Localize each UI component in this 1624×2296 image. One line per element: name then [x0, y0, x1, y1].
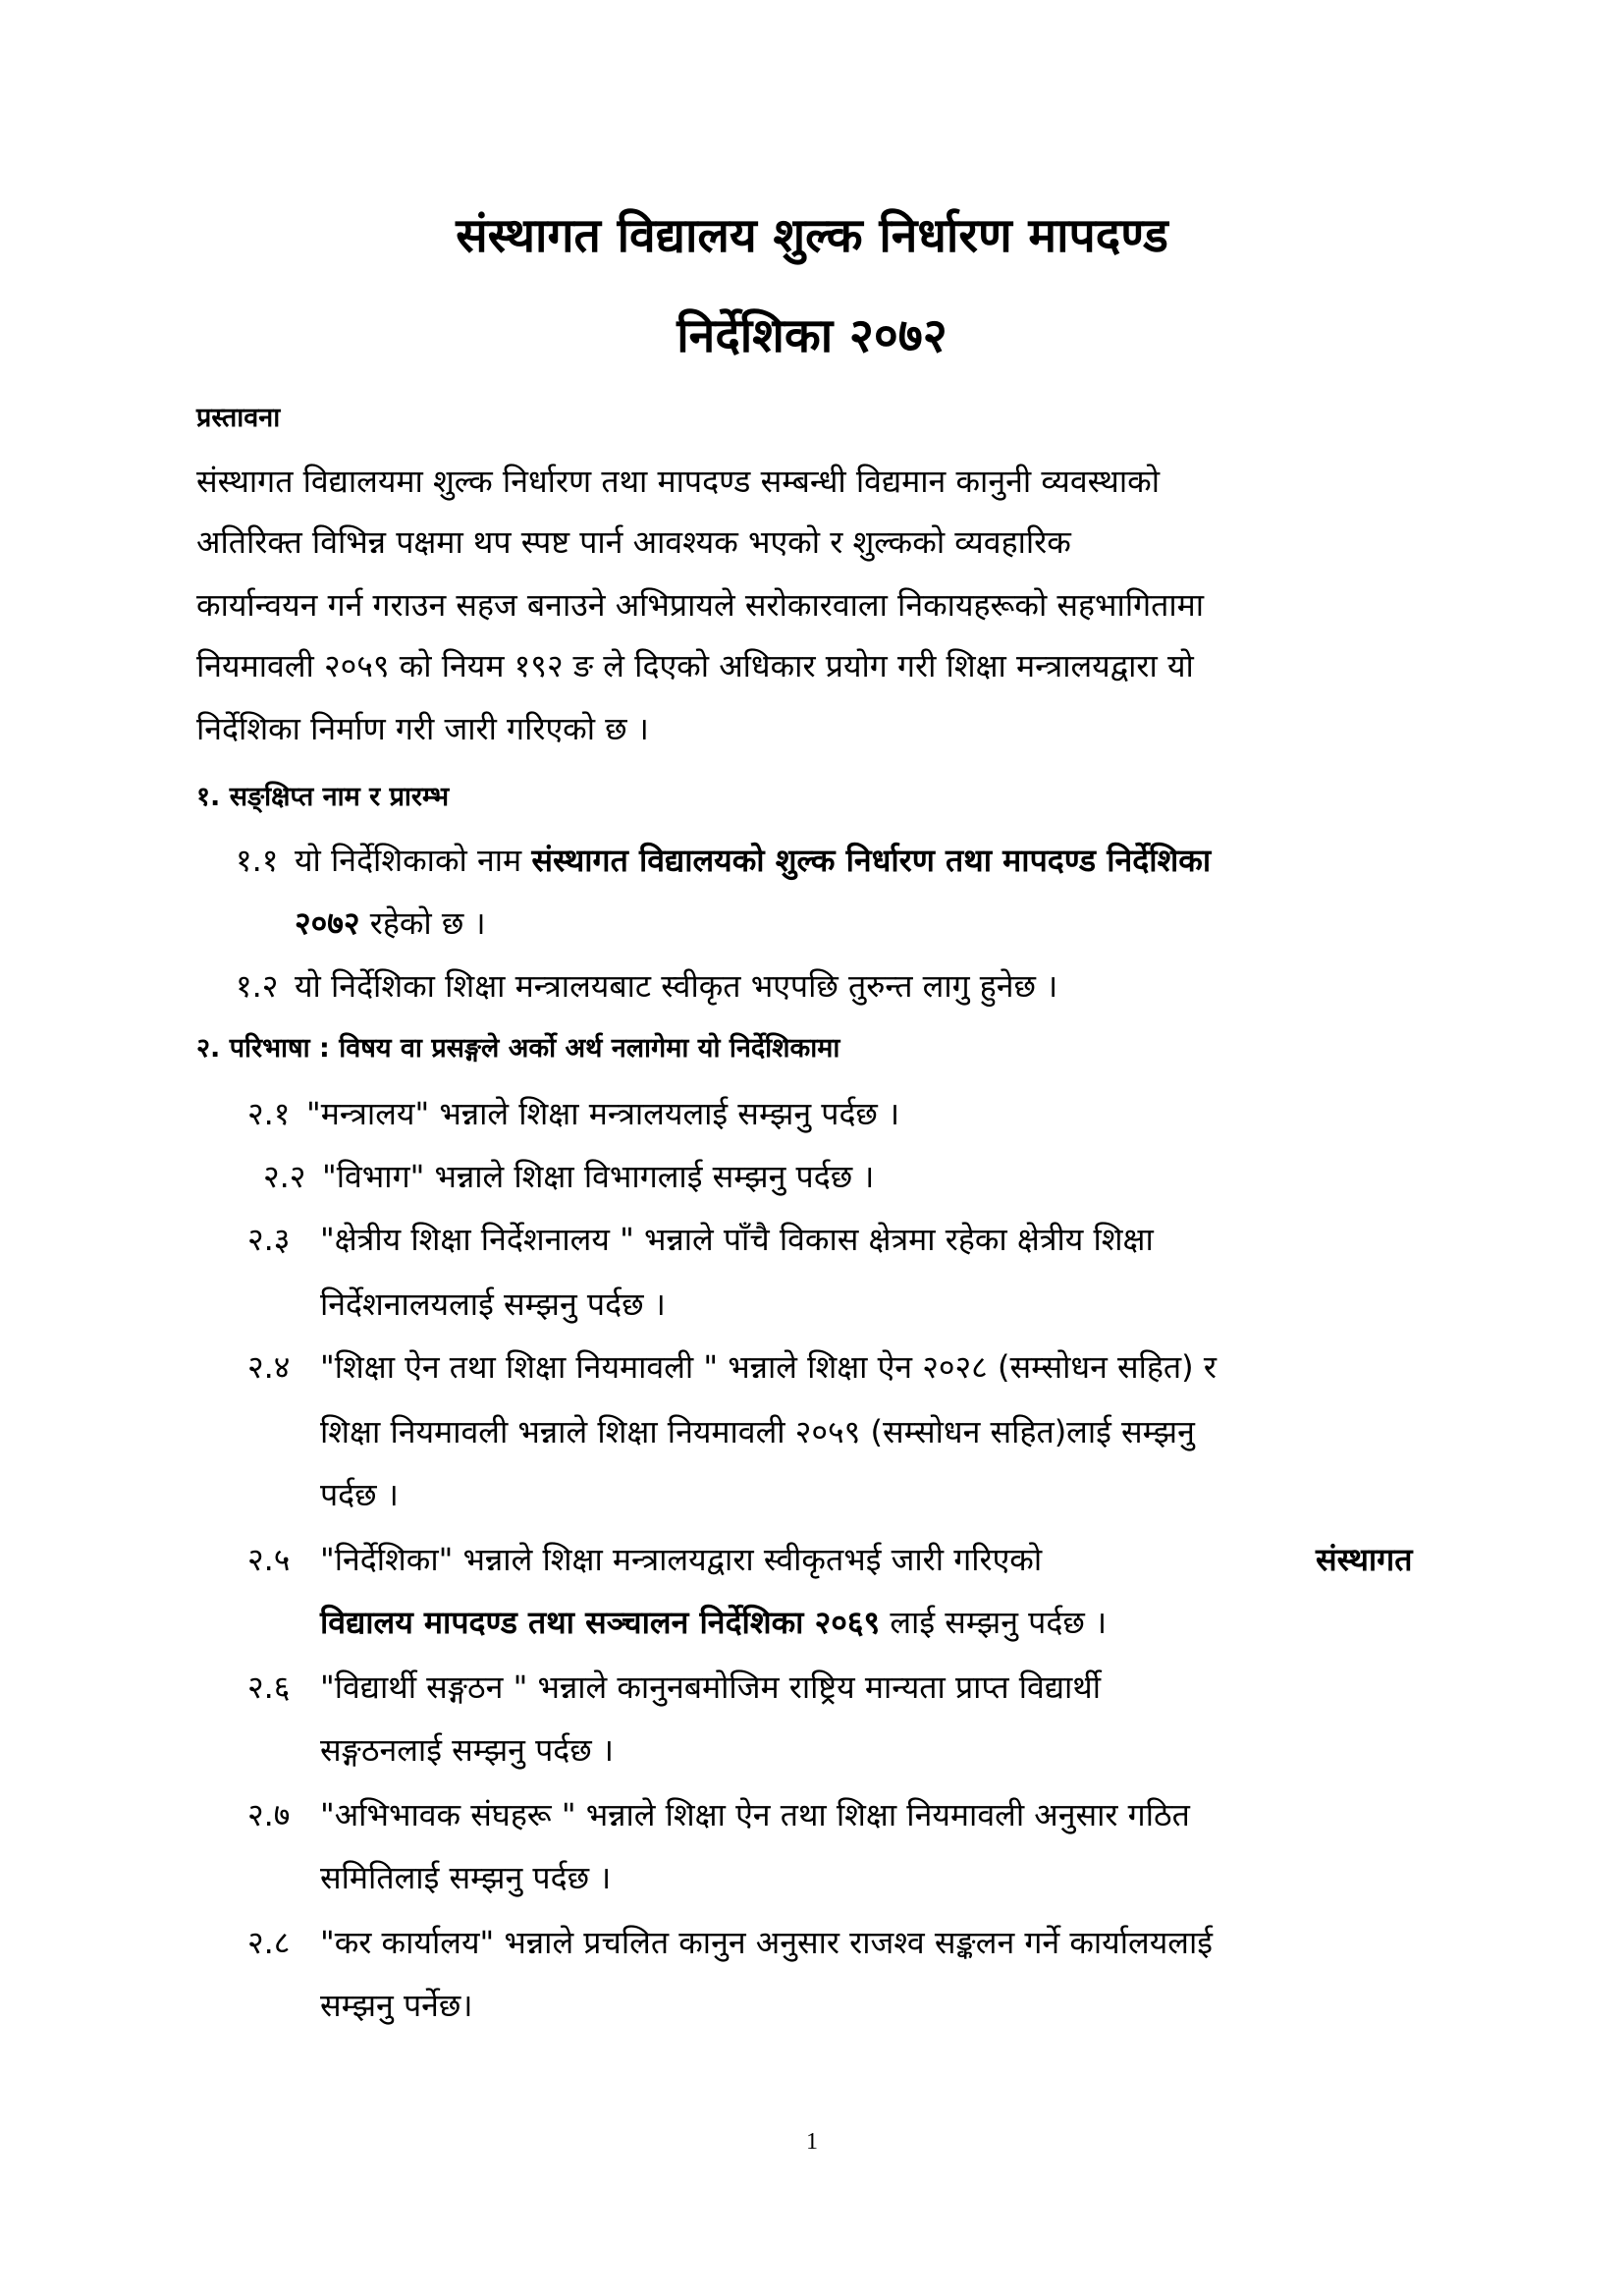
definition-line: समितिलाई सम्झनु पर्दछ । [320, 1859, 612, 1896]
item-1-1-line [295, 843, 1211, 878]
definition-line: "कर कार्यालय" भन्नाले प्रचलित कानुन अनुसार राजश्व सङ्कलन गर्ने कार्यालयलाई [320, 1924, 1213, 1961]
definition-line: निर्देशनालयलाई सम्झनु पर्दछ । [320, 1285, 666, 1323]
item-number: २.६ [247, 1668, 291, 1706]
item-number: २.४ [247, 1348, 291, 1386]
item-1-2-line: यो निर्देशिका शिक्षा मन्त्रालयबाट स्वीकृत भएपछि तुरुन्त लागु हुनेछ । [295, 967, 1058, 1005]
item-number: २.५ [247, 1541, 291, 1578]
preamble-line: निर्देशिका निर्माण गरी जारी गरिएको छ । [196, 710, 649, 747]
document-subtitle: निर्देशिका २०७२ [677, 308, 947, 363]
document-title: संस्थागत विद्यालय शुल्क निर्धारण मापदण्ड [456, 208, 1168, 263]
item-1-1-text: यो निर्देशिकाको नाम [295, 842, 532, 879]
definition-line: सङ्गठनलाई सम्झनु पर्दछ । [320, 1731, 614, 1769]
item-1-1-year: २०७२ [295, 904, 360, 942]
section-2-heading: २. परिभाषा : विषय वा प्रसङ्गले अर्को अर्थ नलागेमा यो निर्देशिकामा [196, 1033, 840, 1064]
definition-bold-text: संस्थागत [1316, 1541, 1413, 1578]
definition-bold [1316, 1542, 1412, 1577]
definition-text: लाई सम्झनु पर्दछ । [880, 1604, 1108, 1641]
definition-line: "मन्त्रालय" भन्नाले शिक्षा मन्त्रालयलाई सम्झनु पर्दछ । [306, 1095, 900, 1132]
item-number: २.२ [263, 1158, 306, 1195]
preamble-line: अतिरिक्त विभिन्न पक्षमा थप स्पष्ट पार्न आवश्यक भएको र शुल्कको व्यवहारिक [196, 523, 1071, 561]
item-1-1-bold: संस्थागत विद्यालयको शुल्क निर्धारण तथा मापदण्ड निर्देशिका [531, 842, 1212, 879]
item-number: २.७ [247, 1796, 291, 1833]
item-number: २.३ [247, 1221, 291, 1258]
definition-line: सम्झनु पर्नेछ। [320, 1987, 473, 2024]
item-number: १.२ [236, 967, 279, 1005]
definition-line: "विभाग" भन्नाले शिक्षा विभागलाई सम्झनु पर्दछ । [322, 1158, 875, 1195]
definition-line: शिक्षा नियमावली भन्नाले शिक्षा नियमावली २०५९ (सम्सोधन सहित)लाई सम्झनु [320, 1413, 1195, 1450]
definition-line: "विद्यार्थी सङ्गठन " भन्नाले कानुनबमोजिम राष्ट्रिय मान्यता प्राप्त विद्यार्थी [320, 1668, 1102, 1706]
page-number: 1 [806, 2129, 818, 2155]
definition-bold-text: विद्यालय मापदण्ड तथा सञ्चालन निर्देशिका २०६९ [320, 1604, 881, 1641]
preamble-line: नियमावली २०५९ को नियम १९२ ङ ले दिएको अधिकार प्रयोग गरी शिक्षा मन्त्रालयद्वारा यो [196, 647, 1194, 684]
item-number: २.१ [247, 1095, 291, 1132]
item-number: १.१ [236, 842, 279, 879]
definition-line: "अभिभावक संघहरू " भन्नाले शिक्षा ऐन तथा शिक्षा नियमावली अनुसार गठित [320, 1796, 1190, 1833]
definition-line: "क्षेत्रीय शिक्षा निर्देशनालय " भन्नाले पाँचै विकास क्षेत्रमा रहेका क्षेत्रीय शिक्षा [320, 1221, 1154, 1258]
definition-line [320, 1605, 1107, 1640]
preamble-heading: प्रस्तावना [196, 403, 281, 433]
item-1-1-line [295, 905, 486, 941]
definition-line: "निर्देशिका" भन्नाले शिक्षा मन्त्रालयद्वारा स्वीकृतभई जारी गरिएको [320, 1541, 1043, 1578]
section-1-heading: १. सङ्क्षिप्त नाम र प्रारम्भ [196, 782, 450, 812]
preamble-line: संस्थागत विद्यालयमा शुल्क निर्धारण तथा मापदण्ड सम्बन्धी विद्यमान कानुनी व्यवस्थाको [196, 463, 1161, 500]
definition-line: "शिक्षा ऐन तथा शिक्षा नियमावली " भन्नाले शिक्षा ऐन २०२८ (सम्सोधन सहित) र [320, 1348, 1217, 1386]
item-number: २.८ [247, 1924, 291, 1961]
preamble-line: कार्यान्वयन गर्न गराउन सहज बनाउने अभिप्रायले सरोकारवाला निकायहरूको सहभागितामा [196, 586, 1205, 624]
item-1-1-text: रहेको छ । [359, 904, 486, 942]
definition-line: पर्दछ । [320, 1476, 399, 1513]
